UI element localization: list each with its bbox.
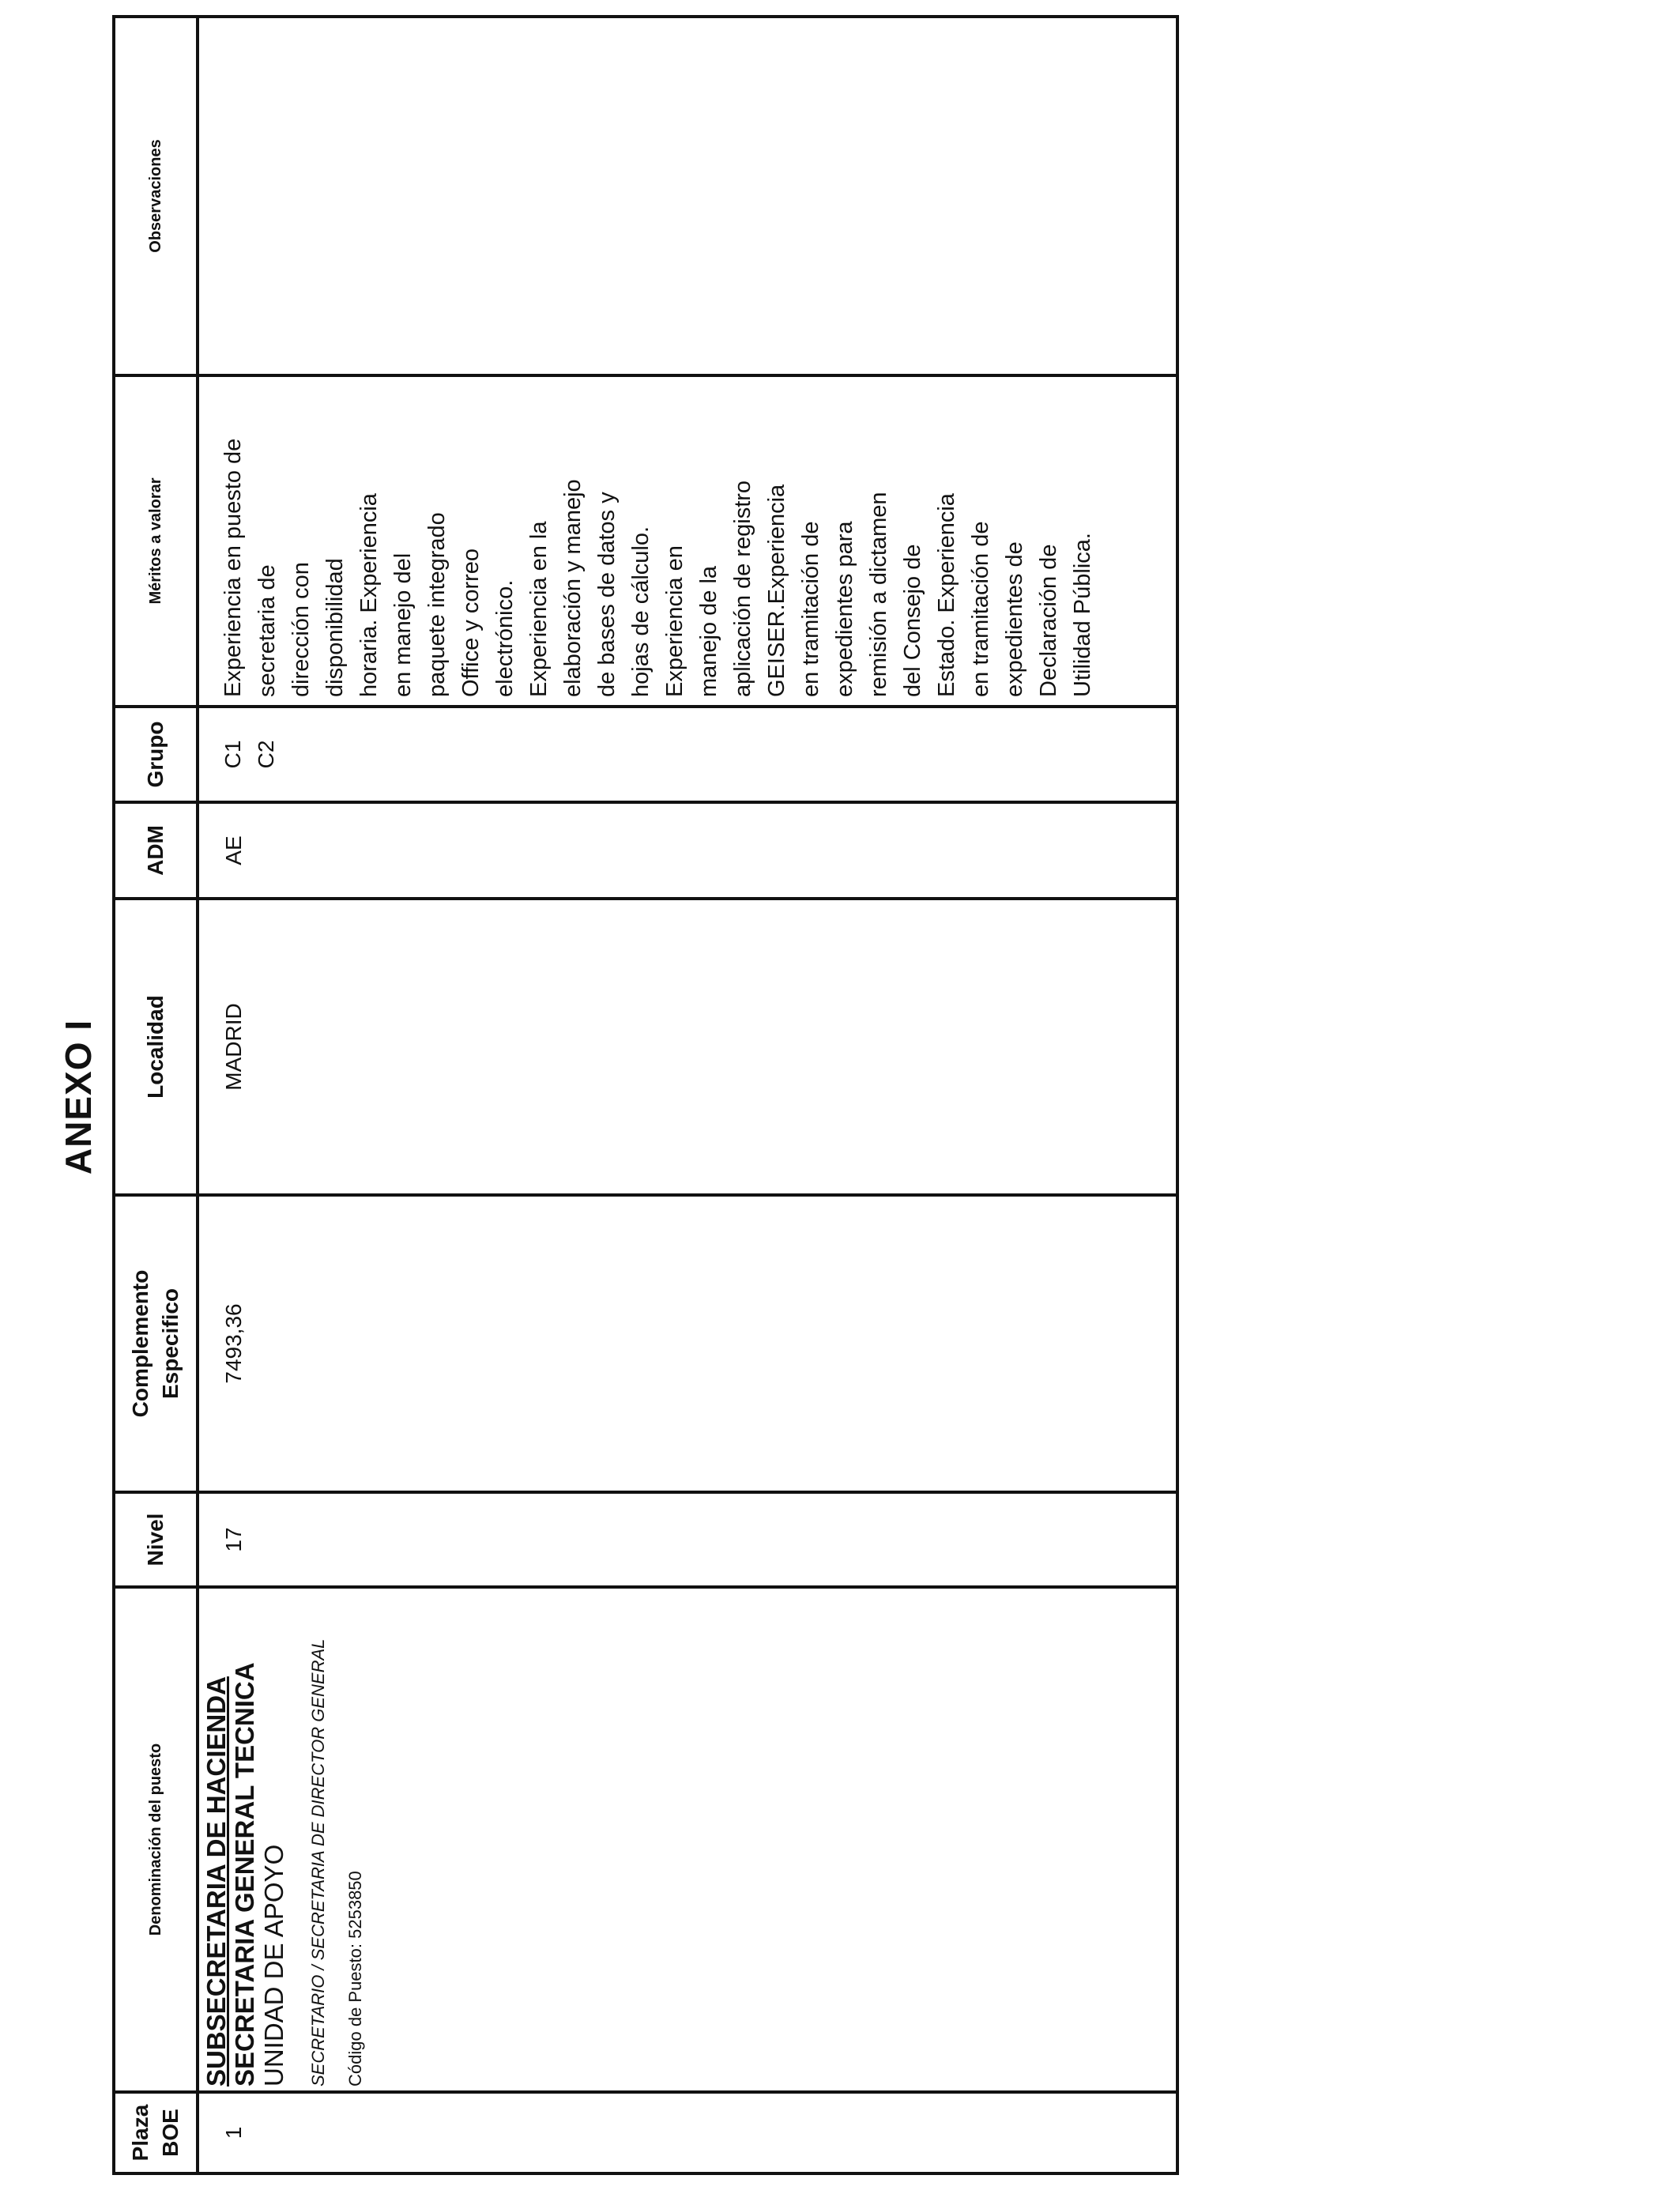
header-meritos: Méritos a valorar — [146, 477, 164, 605]
header-localidad: Localidad — [143, 995, 168, 1099]
column-divider — [115, 1193, 1176, 1197]
column-divider — [115, 1585, 1176, 1589]
merito-line: expedientes para — [832, 521, 857, 697]
puesto-code: Código de Puesto: 5253850 — [345, 1871, 365, 2087]
merito-line: Experiencia en — [662, 545, 687, 697]
document-title: ANEXO I — [58, 1019, 99, 1175]
header-adm: ADM — [143, 825, 168, 876]
grupo-value: C1 — [220, 740, 245, 769]
merito-line: elaboración y manejo — [560, 479, 586, 697]
meritos-text — [217, 381, 1100, 697]
merito-line: aplicación de registro — [730, 480, 755, 697]
merito-line: Experiencia en puesto de — [220, 438, 246, 697]
merito-line: paquete integrado — [424, 512, 450, 697]
column-divider — [115, 801, 1176, 804]
grupo-values — [217, 708, 283, 801]
merito-line: hojas de cálculo. — [628, 526, 654, 697]
unit-name: UNIDAD DE APOYO — [259, 1844, 288, 2087]
merito-line: Estado. Experiencia — [934, 493, 959, 697]
merito-line: en tramitación de — [968, 521, 993, 697]
adm-value: AE — [221, 835, 246, 865]
merito-line: horaria. Experiencia — [356, 493, 382, 697]
plaza-number: 1 — [221, 2126, 246, 2139]
header-nivel: Nivel — [143, 1513, 168, 1566]
column-divider — [115, 897, 1176, 900]
merito-line: expedientes de — [1002, 541, 1027, 697]
vacancy-table — [112, 15, 1179, 2175]
nivel-value: 17 — [221, 1527, 246, 1552]
column-divider — [115, 1491, 1176, 1494]
merito-line: dirección con — [288, 562, 314, 697]
merito-line: del Consejo de — [900, 544, 925, 697]
header-plaza-boe: Plaza BOE — [128, 2104, 183, 2162]
merito-line: Declaración de — [1036, 544, 1061, 697]
column-divider — [115, 374, 1176, 377]
header-grupo: Grupo — [143, 721, 168, 788]
merito-line: remisión a dictamen — [866, 492, 891, 697]
merito-line: en manejo del — [390, 552, 416, 697]
puesto-name: SECRETARIO / SECRETARIA DE DIRECTOR GENERAL — [308, 1638, 328, 2087]
merito-line: disponibilidad — [322, 558, 348, 697]
department-name: SUBSECRETARIA DE HACIENDA — [202, 1676, 231, 2087]
localidad-value: MADRID — [221, 1003, 246, 1091]
complemento-value: 7493,36 — [221, 1303, 246, 1384]
merito-line: Experiencia en la — [526, 521, 552, 697]
merito-line: electrónico. — [492, 579, 518, 697]
merito-line: en tramitación de — [798, 521, 823, 697]
merito-line: GEISER.Experiencia — [764, 484, 789, 697]
department-name: SECRETARIA GENERAL TECNICA — [230, 1662, 259, 2087]
header-separator — [196, 18, 199, 2172]
merito-line: Utilidad Pública. — [1070, 533, 1095, 697]
merito-line: de bases de datos y — [594, 492, 620, 697]
column-divider — [115, 2090, 1176, 2094]
merito-line: manejo de la — [696, 565, 721, 697]
merito-line: secretaria de — [254, 564, 280, 697]
grupo-value: C2 — [254, 740, 278, 769]
puesto-description — [202, 1596, 367, 2087]
header-complemento: Complemento Especifico — [128, 1269, 183, 1418]
merito-line: Office y correo — [458, 548, 484, 697]
header-denominacion: Denominación del puesto — [146, 1743, 164, 1936]
header-observaciones: Observaciones — [146, 139, 164, 253]
